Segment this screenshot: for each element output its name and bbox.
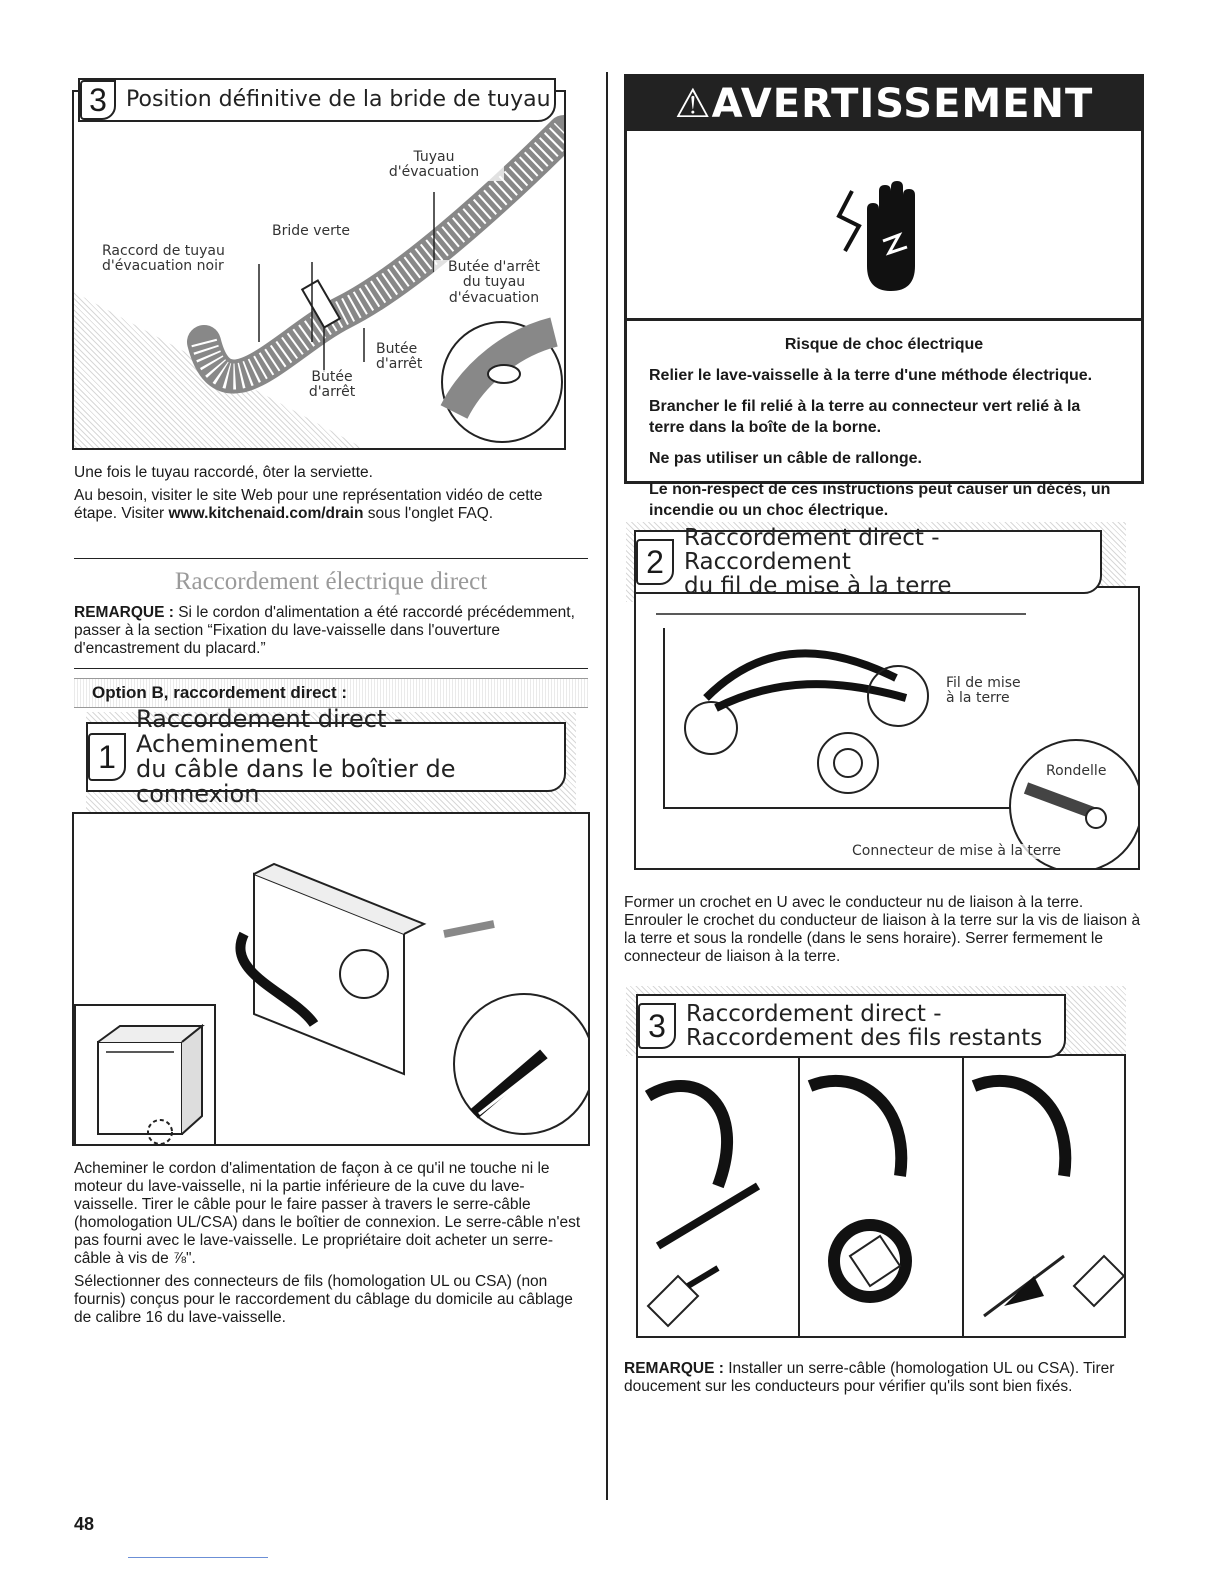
wires-panel-3 [964, 1056, 1126, 1336]
remark-2: REMARQUE : Installer un serre-câble (homologation UL ou CSA). Tirer doucement sur les conducteurs pour vérifier qu'ils sont bien fixés. [624, 1360, 1115, 1395]
warning-text [627, 324, 1141, 541]
para-website: Au besoin, visiter le site Web pour une représentation vidéo de cette étape. Visiter www.kitchenaid.com/drain sous l'onglet FAQ. [74, 487, 543, 522]
warning-banner [627, 77, 1141, 131]
step3-number: 3 [80, 80, 116, 120]
step3-wires-figure [636, 1054, 1126, 1338]
option-rule [74, 668, 588, 669]
warning-triangle-icon: ⚠ [674, 81, 712, 127]
step3-header [78, 78, 556, 122]
routing-instructions [74, 1160, 586, 1332]
step1-title: Raccordement direct - Acheminement du câble dans le boîtier de connexion [136, 704, 456, 809]
section-rule [74, 558, 588, 559]
para-routing: Acheminer le cordon d'alimentation de façon à ce qu'il ne touche ni le moteur du lave-vaisselle, ni la partie inférieure de la cuve du lave-vaisselle. Tirer le câble pour le faire passer à travers le serre-câble (homologation UL/CSA) dans le boîtier de connexion. Le serre-câble n'est pas fourni avec le lave-vaisselle. Le propriétaire doit acheter un serre-câble à vis de ⅞". [74, 1160, 581, 1267]
hose-instructions [74, 464, 582, 528]
step3r-header [636, 994, 1066, 1058]
warning-line-3: Ne pas utiliser un câble de rallonge. [649, 450, 922, 467]
step2-number: 2 [636, 539, 674, 585]
page-number: 48 [74, 1514, 95, 1534]
label-butee-tuyau: Butée d'arrêt du tuyau d'évacuation [434, 260, 554, 306]
step3-hose-figure [72, 87, 566, 450]
label-rondelle: Rondelle [1046, 763, 1107, 779]
step1-number: 1 [88, 733, 126, 781]
step2-title: Raccordement direct - Raccordement du fil de mise à la terre [684, 524, 952, 600]
ground-instructions: Former un crochet en U avec le conducteur nu de liaison à la terre. Enrouler le crochet du conducteur de liaison à la terre sur la vis de liaison à la terre et sous la rondelle (dans le sens horaire). Serrer fermement le connecteur de liaison à la terre. [624, 894, 1141, 965]
electric-shock-icon [627, 131, 1147, 321]
label-butee-left: Butée d'arrêt [302, 370, 362, 401]
step1-junction-figure [72, 812, 590, 1146]
label-tuyau: Tuyau d'évacuation [364, 150, 504, 181]
warning-line-1: Relier le lave-vaisselle à la terre d'une méthode électrique. [649, 367, 1093, 384]
wires-panel-1 [638, 1056, 800, 1336]
warning-title: AVERTISSEMENT [711, 81, 1094, 127]
wire-nut-2-illustration [800, 1056, 964, 1336]
wires-panel-2 [800, 1056, 964, 1336]
label-bride-verte: Bride verte [272, 223, 350, 239]
ground-illustration [636, 588, 1140, 870]
column-divider [606, 72, 608, 1500]
drain-link[interactable]: www.kitchenaid.com/drain [168, 505, 364, 522]
wire-nut-1-illustration [638, 1056, 800, 1336]
step1-header [86, 704, 566, 809]
warning-line-2: Brancher le fil relié à la terre au connecteur vert relié à la terre dans la boîte de la borne. [649, 398, 1081, 436]
step3r-title: Raccordement direct - Raccordement des fils restants [686, 1000, 1043, 1051]
shock-icon-area [627, 131, 1141, 321]
warning-line-4: Le non-respect de ces instructions peut causer un décès, un incendie ou un choc électrique. [649, 481, 1111, 519]
remark-1: REMARQUE : Si le cordon d'alimentation a été raccordé précédemment, passer à la section “Fixation du lave-vaisselle dans l'ouverture d'encastrement du placard.” [74, 604, 575, 657]
para-serviette: Une fois le tuyau raccordé, ôter la serviette. [74, 464, 373, 481]
step2-ground-figure [634, 586, 1140, 870]
dishwasher-inset [74, 1004, 216, 1146]
dishwasher-icon [76, 1006, 216, 1146]
label-raccord: Raccord de tuyau d'évacuation noir [102, 243, 225, 275]
footer-link-line [128, 1557, 268, 1558]
warning-box [624, 74, 1144, 519]
step2-header [634, 524, 1102, 600]
warning-subtitle: Risque de choc électrique [784, 336, 984, 353]
step3r-number: 3 [638, 1003, 676, 1049]
option-b-bar: Option B, raccordement direct : [74, 678, 588, 708]
section-title: Raccordement électrique direct [174, 568, 488, 595]
label-fil-mise-terre: Fil de mise à la terre [946, 675, 1021, 707]
step3-title: Position définitive de la bride de tuyau [126, 87, 551, 113]
para-connectors: Sélectionner des connecteurs de fils (homologation UL ou CSA) (non fournis) conçus pour le raccordement du câblage du domicile au câblage de calibre 16 du lave-vaisselle. [74, 1273, 573, 1326]
wire-nut-3-illustration [964, 1056, 1126, 1336]
label-connecteur: Connecteur de mise à la terre [852, 843, 1062, 859]
label-butee-right: Butée d'arrêt [376, 341, 423, 373]
